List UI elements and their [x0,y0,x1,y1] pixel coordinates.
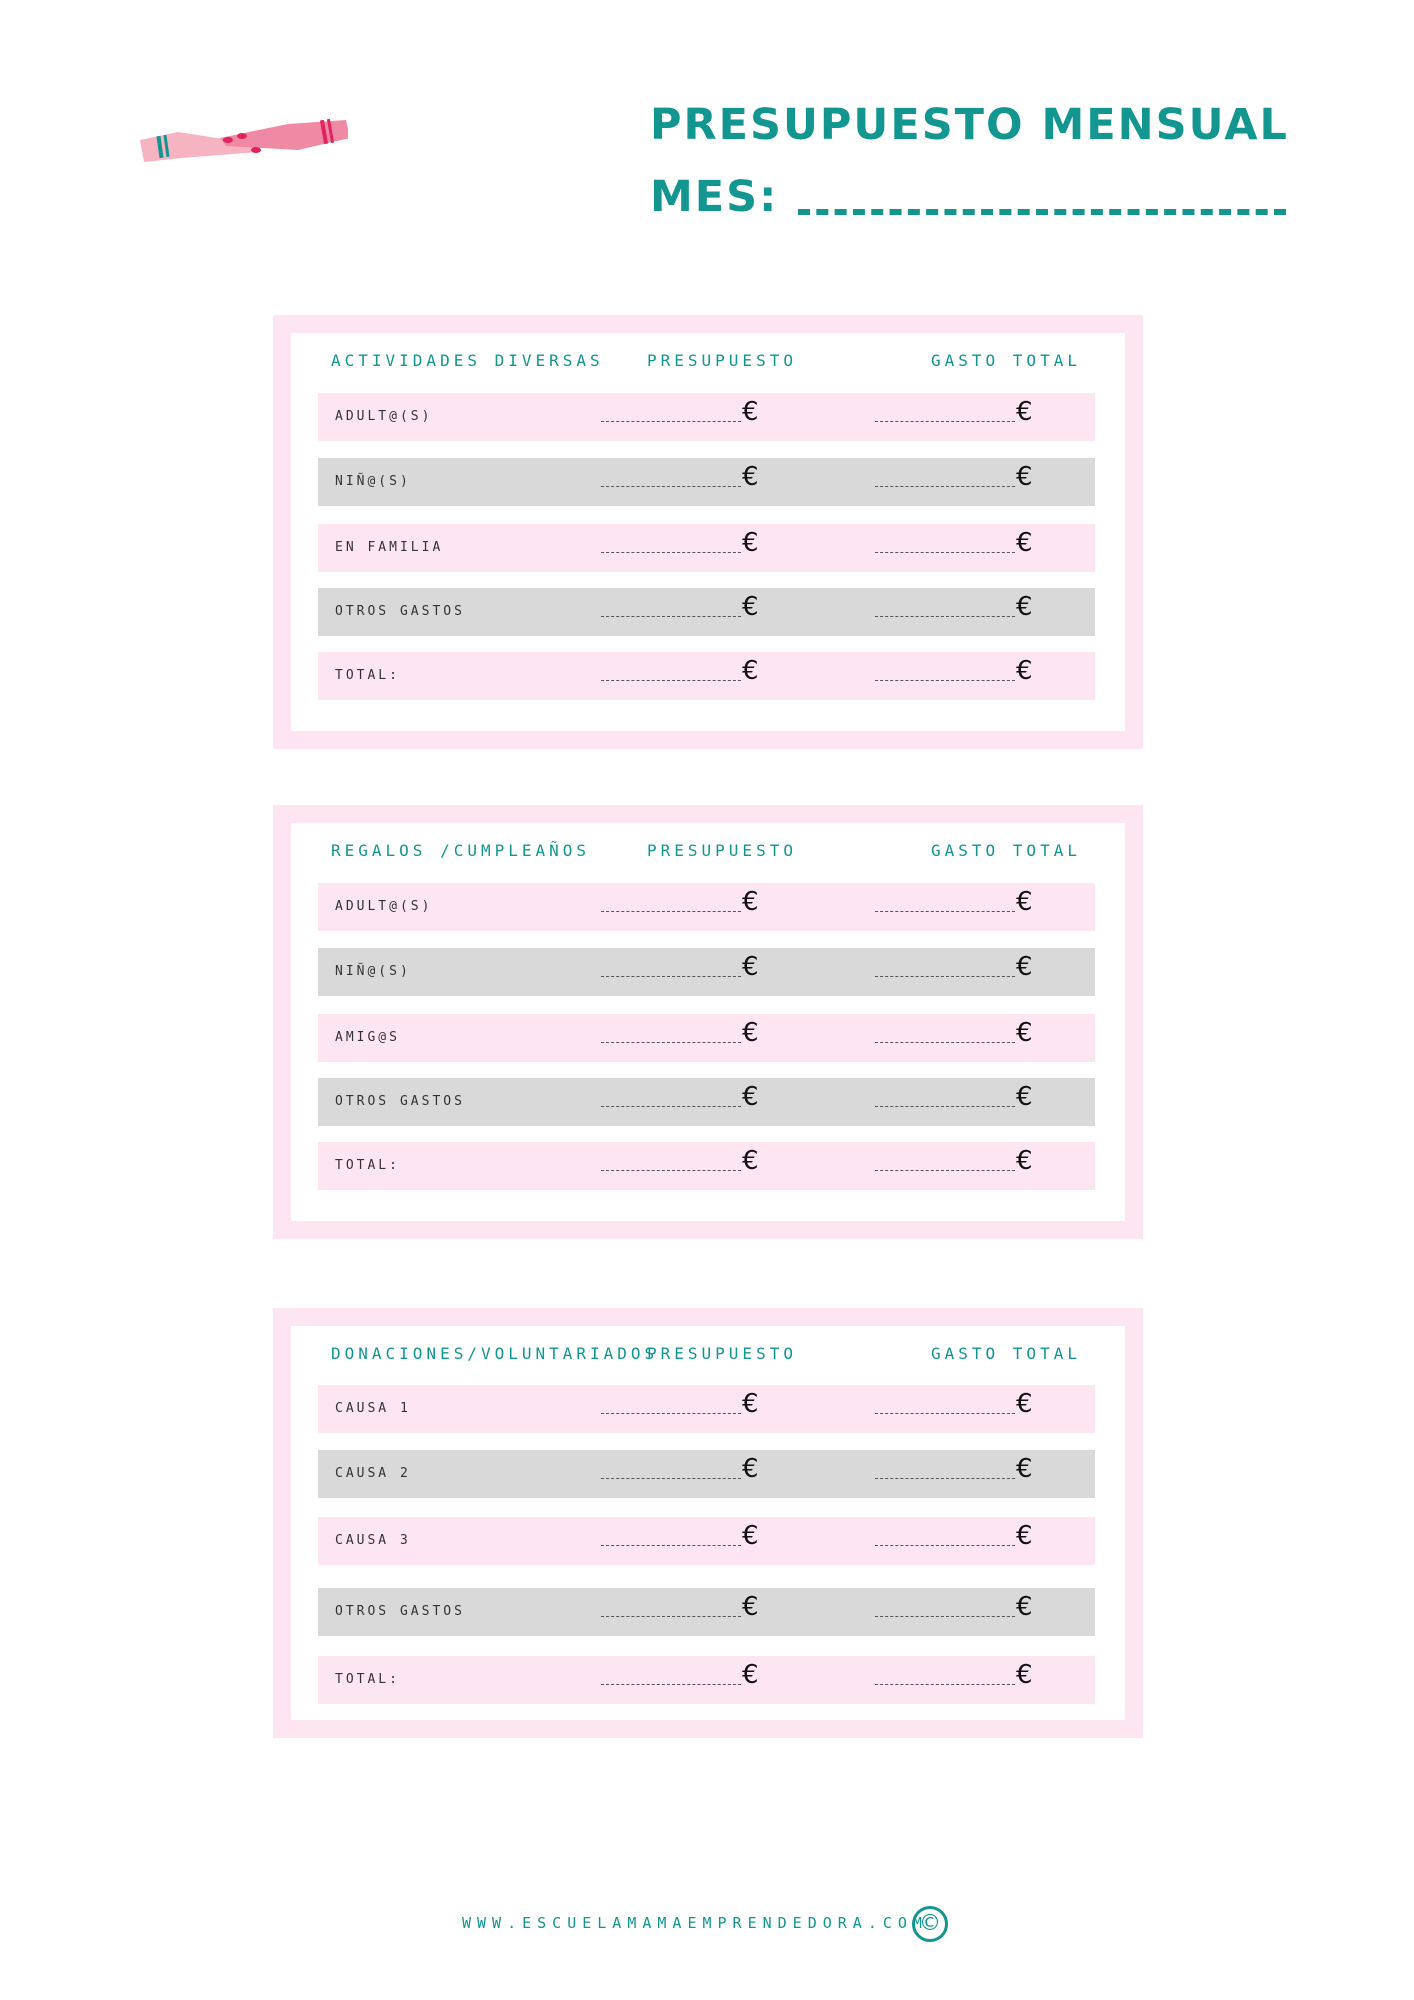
presupuesto-amount-field[interactable] [601,952,759,990]
gasto-total-amount-field[interactable] [875,1146,1033,1184]
gasto-total-amount-field[interactable] [875,592,1033,630]
presupuesto-amount-field[interactable] [601,887,759,925]
budget-row [318,652,1095,700]
gasto-total-amount-field[interactable] [875,1521,1033,1559]
row-label: NIÑ@(S) [335,964,411,979]
budget-row [318,458,1095,506]
row-label: OTROS GASTOS [335,1604,465,1619]
amount-blank-line[interactable] [875,976,1015,977]
budget-row [318,1078,1095,1126]
budget-row [318,524,1095,572]
column-header-presupuesto: PRESUPUESTO [647,841,797,860]
budget-row [318,588,1095,636]
presupuesto-amount-field[interactable] [601,397,759,435]
amount-blank-line[interactable] [601,1106,741,1107]
row-label: TOTAL: [335,668,400,683]
row-label: AMIG@S [335,1030,400,1045]
presupuesto-amount-field[interactable] [601,528,759,566]
column-header-gasto-total: GASTO TOTAL [931,841,1081,860]
section-title: DONACIONES/VOLUNTARIADOS [331,1344,659,1363]
month-field [650,172,1286,222]
amount-blank-line[interactable] [875,616,1015,617]
gasto-total-amount-field[interactable] [875,1018,1033,1056]
amount-blank-line[interactable] [601,1413,741,1414]
amount-blank-line[interactable] [875,1545,1015,1546]
budget-card-inner [291,1326,1125,1720]
euro-sign: € [742,1592,759,1622]
presupuesto-amount-field[interactable] [601,1592,759,1630]
amount-blank-line[interactable] [601,976,741,977]
amount-blank-line[interactable] [875,552,1015,553]
row-label: ADULT@(S) [335,409,433,424]
amount-blank-line[interactable] [875,1478,1015,1479]
amount-blank-line[interactable] [875,486,1015,487]
presupuesto-amount-field[interactable] [601,462,759,500]
row-label: CAUSA 2 [335,1466,411,1481]
amount-blank-line[interactable] [875,1170,1015,1171]
row-label: CAUSA 3 [335,1533,411,1548]
euro-sign: € [742,656,759,686]
row-label: EN FAMILIA [335,540,444,555]
column-header-gasto-total: GASTO TOTAL [931,351,1081,370]
gasto-total-amount-field[interactable] [875,887,1033,925]
budget-row [318,1014,1095,1062]
euro-sign: € [1016,656,1033,686]
row-label: ADULT@(S) [335,899,433,914]
gasto-total-amount-field[interactable] [875,1082,1033,1120]
section-title: REGALOS /CUMPLEAÑOS [331,841,591,860]
gasto-total-amount-field[interactable] [875,528,1033,566]
row-label: CAUSA 1 [335,1401,411,1416]
month-blank-line[interactable] [798,209,1286,215]
euro-sign: € [1016,887,1033,917]
euro-sign: € [742,1660,759,1690]
amount-blank-line[interactable] [875,1042,1015,1043]
euro-sign: € [1016,462,1033,492]
gasto-total-amount-field[interactable] [875,1660,1033,1698]
gasto-total-amount-field[interactable] [875,462,1033,500]
presupuesto-amount-field[interactable] [601,1454,759,1492]
amount-blank-line[interactable] [601,680,741,681]
amount-blank-line[interactable] [601,1042,741,1043]
amount-blank-line[interactable] [875,421,1015,422]
budget-row [318,1588,1095,1636]
presupuesto-amount-field[interactable] [601,1146,759,1184]
website-link[interactable]: WWW.ESCUELAMAMAEMPRENDEDORA.COM [462,1914,928,1932]
euro-sign: € [742,592,759,622]
euro-sign: € [1016,592,1033,622]
amount-blank-line[interactable] [601,1478,741,1479]
amount-blank-line[interactable] [601,911,741,912]
amount-blank-line[interactable] [875,1616,1015,1617]
euro-sign: € [1016,1146,1033,1176]
budget-row [318,1450,1095,1498]
amount-blank-line[interactable] [601,616,741,617]
month-label: MES: [650,172,779,222]
amount-blank-line[interactable] [601,1684,741,1685]
row-label: NIÑ@(S) [335,474,411,489]
euro-sign: € [1016,1660,1033,1690]
euro-sign: € [742,1018,759,1048]
presupuesto-amount-field[interactable] [601,1082,759,1120]
gasto-total-amount-field[interactable] [875,397,1033,435]
euro-sign: € [1016,1592,1033,1622]
presupuesto-amount-field[interactable] [601,592,759,630]
euro-sign: € [742,1082,759,1112]
column-header-gasto-total: GASTO TOTAL [931,1344,1081,1363]
budget-row [318,393,1095,441]
presupuesto-amount-field[interactable] [601,1660,759,1698]
amount-blank-line[interactable] [875,680,1015,681]
euro-sign: € [742,887,759,917]
budget-row [318,948,1095,996]
row-label: TOTAL: [335,1672,400,1687]
gasto-total-amount-field[interactable] [875,1389,1033,1427]
euro-sign: € [742,1521,759,1551]
budget-card-inner [291,823,1125,1221]
euro-sign: € [742,1454,759,1484]
euro-sign: € [1016,952,1033,982]
budget-card [273,315,1143,749]
euro-sign: € [742,462,759,492]
gasto-total-amount-field[interactable] [875,952,1033,990]
amount-blank-line[interactable] [601,1170,741,1171]
amount-blank-line[interactable] [875,1684,1015,1685]
euro-sign: € [1016,1018,1033,1048]
euro-sign: € [1016,1082,1033,1112]
presupuesto-amount-field[interactable] [601,1018,759,1056]
amount-blank-line[interactable] [601,486,741,487]
budget-row [318,1142,1095,1190]
row-label: OTROS GASTOS [335,604,465,619]
euro-sign: € [1016,528,1033,558]
budget-row [318,1385,1095,1433]
hands-logo-icon [138,110,348,174]
column-header-presupuesto: PRESUPUESTO [647,351,797,370]
budget-card-inner [291,333,1125,731]
budget-card [273,805,1143,1239]
budget-row [318,1517,1095,1565]
section-title: ACTIVIDADES DIVERSAS [331,351,604,370]
amount-blank-line[interactable] [875,911,1015,912]
amount-blank-line[interactable] [875,1106,1015,1107]
gasto-total-amount-field[interactable] [875,1454,1033,1492]
presupuesto-amount-field[interactable] [601,656,759,694]
euro-sign: € [742,952,759,982]
euro-sign: € [1016,1454,1033,1484]
row-label: TOTAL: [335,1158,400,1173]
amount-blank-line[interactable] [601,1545,741,1546]
amount-blank-line[interactable] [601,552,741,553]
budget-row [318,1656,1095,1704]
amount-blank-line[interactable] [875,1413,1015,1414]
page-title: PRESUPUESTO MENSUAL [650,100,1289,150]
euro-sign: € [742,1389,759,1419]
budget-row [318,883,1095,931]
euro-sign: € [1016,1521,1033,1551]
euro-sign: € [742,397,759,427]
presupuesto-amount-field[interactable] [601,1521,759,1559]
copyright-icon: © [912,1906,948,1942]
amount-blank-line[interactable] [601,1616,741,1617]
presupuesto-amount-field[interactable] [601,1389,759,1427]
row-label: OTROS GASTOS [335,1094,465,1109]
budget-card [273,1308,1143,1738]
gasto-total-amount-field[interactable] [875,1592,1033,1630]
amount-blank-line[interactable] [601,421,741,422]
euro-sign: € [1016,1389,1033,1419]
euro-sign: € [742,1146,759,1176]
column-header-presupuesto: PRESUPUESTO [647,1344,797,1363]
euro-sign: € [1016,397,1033,427]
gasto-total-amount-field[interactable] [875,656,1033,694]
euro-sign: € [742,528,759,558]
